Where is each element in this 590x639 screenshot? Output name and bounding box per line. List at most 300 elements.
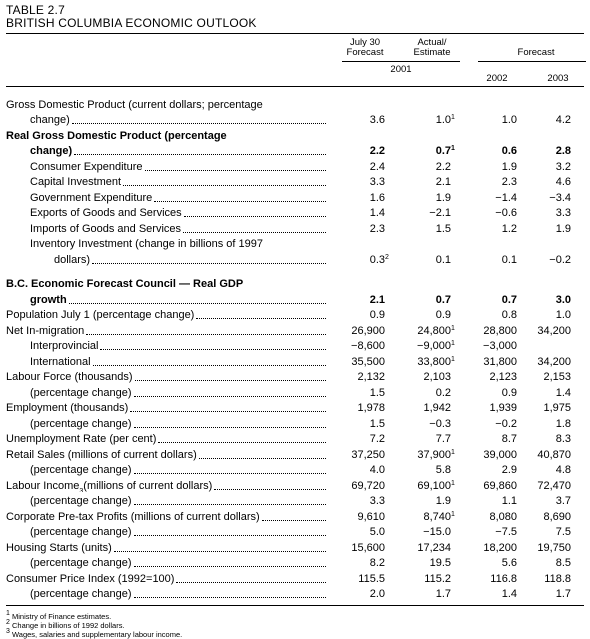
- cell-actual-estimate-2001: [390, 387, 456, 399]
- row-label: [6, 464, 332, 476]
- row-label: [6, 278, 332, 290]
- cell-forecast-2003: [522, 99, 576, 111]
- cell-actual-estimate-2001: [390, 294, 456, 306]
- cell-value: 4.8: [555, 464, 571, 476]
- row-label: [6, 495, 332, 507]
- cell-value: 1,939: [489, 402, 517, 414]
- cell-july30-forecast: [332, 294, 390, 306]
- cell-actual-estimate-2001: [390, 238, 456, 250]
- cell-value: 115.5: [358, 572, 385, 585]
- cell-value: 24,800: [417, 324, 451, 337]
- cell-value: 19.5: [429, 557, 451, 569]
- cell-forecast-2003: [522, 223, 576, 235]
- cell-value: 2.8: [555, 145, 571, 157]
- cell-value: 2.2: [435, 160, 451, 173]
- row-label-text: Imports of Goods and Services: [30, 222, 182, 235]
- cell-july30-forecast: [332, 238, 390, 250]
- cell-value: 2.0: [369, 588, 385, 600]
- cell-forecast-2003: [522, 145, 576, 157]
- table-row: [6, 126, 584, 142]
- row-label: Labour Income 3 (millions of current dollars): [6, 480, 332, 492]
- footnote-mark: 2: [6, 619, 10, 626]
- cell-value: 37,250: [351, 448, 385, 461]
- cell-forecast-2003: [522, 526, 576, 538]
- cell-value: 1.1: [501, 495, 517, 507]
- row-label: [6, 557, 332, 569]
- table-row: [6, 188, 584, 204]
- cell-actual-estimate-2001: [390, 207, 456, 219]
- cell-forecast-2003: [522, 480, 576, 492]
- row-label: [6, 449, 332, 461]
- cell-value: −0.6: [495, 207, 517, 219]
- cell-forecast-2002: [456, 542, 522, 554]
- row-label-text: Housing Starts (units): [6, 541, 112, 554]
- cell-july30-forecast: [332, 588, 390, 600]
- table-row: [6, 235, 584, 251]
- cell-value: 72,470: [537, 479, 571, 492]
- cell-value: 0.1: [501, 253, 517, 266]
- cell-value: 7.7: [435, 433, 451, 445]
- cell-july30-forecast: [332, 99, 390, 111]
- row-label-text: (percentage change): [30, 386, 132, 399]
- table-row: [6, 250, 584, 266]
- cell-value: −0.2: [495, 417, 517, 430]
- cell-actual-estimate-2001: [390, 402, 456, 414]
- dot-leader: [176, 582, 326, 583]
- cell-value: 1.9: [555, 222, 571, 235]
- cell-actual-estimate-2001: [390, 418, 456, 430]
- cell-actual-estimate-2001: [390, 130, 456, 142]
- dot-leader: [214, 489, 326, 490]
- row-label: [6, 238, 332, 250]
- dot-leader: [134, 566, 326, 567]
- row-label-text: Real Gross Domestic Product (percentage: [6, 129, 227, 142]
- cell-value: 1.8: [555, 417, 571, 430]
- dot-leader: [135, 380, 326, 381]
- header-actual-line1: Actual/: [417, 37, 447, 48]
- cell-value: 35,500: [351, 355, 385, 368]
- cell-value: 1.7: [555, 588, 571, 600]
- row-label-text: Government Expenditure: [30, 191, 153, 204]
- cell-value: 0.2: [435, 386, 451, 399]
- cell-forecast-2002: [456, 371, 522, 383]
- cell-value: 8,740: [423, 510, 451, 523]
- table-number: TABLE 2.7: [6, 3, 65, 17]
- cell-july30-forecast: [332, 371, 390, 383]
- cell-july30-forecast: [332, 325, 390, 337]
- footnote-mark: 1: [6, 610, 10, 617]
- cell-value: 2.9: [501, 464, 517, 476]
- row-label-text: International: [30, 355, 91, 368]
- cell-value: 2,132: [357, 371, 385, 383]
- cell-july30-forecast: [332, 223, 390, 235]
- cell-value: 34,200: [537, 355, 571, 368]
- dot-leader: [74, 154, 326, 155]
- dot-leader: [92, 263, 326, 264]
- cell-value: 9,610: [357, 510, 385, 523]
- table-row: [6, 507, 584, 523]
- cell-forecast-2002: [456, 294, 522, 306]
- cell-july30-forecast: [332, 542, 390, 554]
- cell-july30-forecast: [332, 207, 390, 219]
- cell-july30-forecast: [332, 433, 390, 445]
- cell-actual-estimate-2001: [390, 573, 456, 585]
- table-row: [6, 461, 584, 477]
- cell-forecast-2003: [522, 238, 576, 250]
- cell-actual-estimate-2001: $1.0^1$: [435, 114, 455, 126]
- cell-value: 4.6: [555, 176, 571, 188]
- cell-value: 1.9: [435, 191, 451, 204]
- cell-forecast-2003: [522, 207, 576, 219]
- cell-actual-estimate-2001: [390, 588, 456, 600]
- cell-forecast-2003: [522, 294, 576, 306]
- cell-value: 28,800: [483, 324, 517, 337]
- row-label: [6, 511, 332, 523]
- cell-value: 19,750: [537, 541, 571, 554]
- row-label-text: Capital Investment: [30, 176, 122, 188]
- cell-actual-estimate-2001: [390, 433, 456, 445]
- table-row: [6, 538, 584, 554]
- dot-leader: [123, 185, 326, 186]
- dot-leader: [184, 216, 326, 217]
- cell-forecast-2003: [522, 542, 576, 554]
- cell-july30-forecast: [332, 161, 390, 173]
- cell-forecast-2003: [522, 371, 576, 383]
- header-july30-line2: Forecast: [346, 47, 384, 58]
- cell-value: 0.8: [501, 309, 517, 321]
- cell-july30-forecast: [332, 526, 390, 538]
- cell-value: −7.5: [495, 526, 517, 538]
- dot-leader: [114, 551, 326, 552]
- cell-forecast-2002: [456, 254, 522, 266]
- cell-actual-estimate-2001: [390, 192, 456, 204]
- cell-value: 3.0: [555, 293, 571, 306]
- cell-actual-estimate-2001: [390, 223, 456, 235]
- cell-july30-forecast: [332, 464, 390, 476]
- row-label: [6, 418, 332, 430]
- cell-value: 2,103: [423, 371, 451, 383]
- footnote: [6, 621, 584, 630]
- cell-value: 40,870: [537, 448, 571, 461]
- table-row: [6, 142, 584, 158]
- cell-value: 1.5: [369, 386, 385, 399]
- cell-value: 2.3: [369, 222, 385, 235]
- cell-value: 8.2: [369, 557, 385, 569]
- row-label: [6, 145, 332, 157]
- cell-value: −3.4: [549, 191, 571, 204]
- table-row: [6, 445, 584, 461]
- cell-forecast-2002: [456, 557, 522, 569]
- dot-leader: [262, 520, 326, 521]
- cell-july30-forecast: [332, 176, 390, 188]
- cell-forecast-2003: [522, 130, 576, 142]
- cell-actual-estimate-2001: [390, 254, 456, 266]
- row-label: [6, 130, 332, 142]
- row-label: [6, 340, 332, 352]
- bottom-rule: [6, 605, 584, 606]
- row-label-text: Corporate Pre-tax Profits (millions of current dollars): [6, 510, 260, 523]
- row-label-text: Retail Sales (millions of current dollars): [6, 448, 197, 461]
- row-label-text: Net In-migration: [6, 324, 85, 337]
- row-label: [6, 573, 332, 585]
- row-label: [6, 207, 332, 219]
- table-row: [6, 368, 584, 384]
- table-row: [6, 306, 584, 322]
- cell-forecast-2003: [522, 557, 576, 569]
- cell-forecast-2003: [522, 340, 576, 352]
- row-label-text: change): [30, 114, 70, 126]
- cell-actual-estimate-2001: [390, 371, 456, 383]
- cell-forecast-2002: [456, 588, 522, 600]
- cell-value: 2.2: [369, 145, 385, 157]
- row-label-text: Interprovincial: [30, 340, 99, 352]
- cell-forecast-2002: [456, 207, 522, 219]
- cell-value: 3.6: [369, 114, 385, 126]
- cell-value: 3.3: [555, 207, 571, 219]
- table-row: [6, 95, 584, 111]
- cell-value: 8.7: [501, 433, 517, 445]
- cell-forecast-2002: [456, 130, 522, 142]
- table-row: [6, 275, 584, 291]
- cell-forecast-2002: [456, 495, 522, 507]
- cell-forecast-2002: [456, 573, 522, 585]
- cell-value: 33,800: [417, 355, 451, 368]
- cell-value: 8.3: [555, 433, 571, 445]
- table-row: [6, 111, 584, 127]
- row-label: [6, 161, 332, 173]
- dot-leader: [134, 427, 326, 428]
- cell-value: 1.5: [435, 222, 451, 235]
- cell-forecast-2003: [522, 588, 576, 600]
- footnote-text: Change in billions of 1992 dollars.: [9, 621, 125, 630]
- header-actual-line2: Estimate: [413, 47, 451, 58]
- cell-value: 0.6: [501, 145, 517, 157]
- row-label-text: Exports of Goods and Services: [30, 207, 182, 219]
- cell-actual-estimate-2001: 69,100$^1$: [417, 479, 455, 492]
- cell-forecast-2003: [522, 161, 576, 173]
- cell-value: 69,720: [351, 479, 385, 492]
- cell-value: 0.3: [369, 253, 385, 266]
- cell-value: 3.2: [555, 160, 571, 173]
- cell-actual-estimate-2001: [390, 309, 456, 321]
- cell-value: 18,200: [483, 541, 517, 554]
- cell-actual-estimate-2001: [390, 464, 456, 476]
- cell-value: 39,000: [483, 448, 517, 461]
- row-label-text: change): [30, 145, 73, 157]
- cell-value: 1.0: [555, 309, 571, 321]
- row-label: [6, 588, 332, 600]
- cell-forecast-2003: [522, 495, 576, 507]
- cell-actual-estimate-2001: [390, 542, 456, 554]
- cell-forecast-2002: [456, 480, 522, 492]
- row-label-text: growth: [30, 293, 67, 306]
- cell-forecast-2003: [522, 449, 576, 461]
- cell-forecast-2002: [456, 309, 522, 321]
- row-label-text: Consumer Expenditure: [30, 160, 143, 173]
- cell-value: 0.7: [501, 293, 517, 306]
- cell-july30-forecast: [332, 402, 390, 414]
- dot-leader: [100, 349, 326, 350]
- row-label-text: Labour Income: [6, 479, 80, 492]
- table-row: [6, 492, 584, 508]
- cell-value: 69,100: [417, 479, 451, 492]
- cell-value: 1.5: [369, 417, 385, 430]
- cell-july30-forecast: [332, 192, 390, 204]
- cell-actual-estimate-2001: [390, 278, 456, 290]
- row-label: [6, 402, 332, 414]
- row-label: [6, 114, 332, 126]
- cell-value: −8,600: [351, 340, 385, 352]
- cell-forecast-2002: [456, 114, 522, 126]
- cell-value: 8,690: [543, 510, 571, 523]
- cell-value: 3.3: [369, 495, 385, 507]
- cell-value: 115.2: [424, 572, 451, 585]
- dot-leader: [134, 473, 326, 474]
- cell-forecast-2003: [522, 254, 576, 266]
- row-label: [6, 99, 332, 111]
- cell-value: 0.1: [435, 253, 451, 266]
- footnote-mark: 3: [6, 628, 10, 635]
- header-2001-rule: [342, 61, 460, 62]
- header-forecast-group: Forecast: [517, 47, 555, 58]
- dot-leader: [158, 442, 326, 443]
- row-label-text: Population July 1 (percentage change): [6, 309, 195, 321]
- table-row: [6, 414, 584, 430]
- cell-july30-forecast: [332, 387, 390, 399]
- row-label: [6, 254, 332, 266]
- dot-leader: [145, 170, 326, 171]
- cell-actual-estimate-2001: $0.7^1$: [435, 145, 455, 157]
- cell-forecast-2002: [456, 464, 522, 476]
- row-label: [6, 176, 332, 188]
- cell-actual-estimate-2001: [390, 526, 456, 538]
- header-year-2001: 2001: [390, 64, 412, 75]
- column-header: [6, 34, 584, 84]
- cell-forecast-2003: [522, 418, 576, 430]
- cell-forecast-2002: [456, 449, 522, 461]
- cell-july30-forecast: [332, 557, 390, 569]
- cell-value: 1.4: [501, 588, 517, 600]
- header-year-2002: 2002: [486, 73, 508, 84]
- cell-actual-estimate-2001: 33,800$^1$: [417, 355, 455, 368]
- cell-value: 2.4: [369, 160, 385, 173]
- cell-july30-forecast: [332, 511, 390, 523]
- cell-value: 31,800: [483, 355, 517, 368]
- cell-actual-estimate-2001: 24,800$^1$: [417, 324, 455, 337]
- cell-value: 0.9: [435, 309, 451, 321]
- row-label: [6, 356, 332, 368]
- cell-july30-forecast: [332, 309, 390, 321]
- cell-value: 2,123: [489, 371, 517, 383]
- footnote-text: Wages, salaries and supplementary labour income.: [9, 630, 183, 639]
- cell-value: 1.6: [369, 191, 385, 204]
- dot-leader: [93, 365, 326, 366]
- row-label-text: (percentage change): [30, 495, 132, 507]
- header-year-2003: 2003: [547, 73, 569, 84]
- cell-value: 5.8: [435, 464, 451, 476]
- cell-july30-forecast: [332, 449, 390, 461]
- cell-value: 34,200: [537, 324, 571, 337]
- row-label: [6, 309, 332, 321]
- cell-value: 1,942: [423, 402, 451, 414]
- cell-value: 1,975: [543, 402, 571, 414]
- cell-value: 37,900: [417, 448, 451, 461]
- dot-leader: [134, 597, 326, 598]
- cell-forecast-2002: [456, 402, 522, 414]
- cell-july30-forecast: $0.3^2$: [369, 253, 389, 266]
- cell-value: 8.5: [555, 557, 571, 569]
- cell-july30-forecast: [332, 130, 390, 142]
- cell-value: −9,000: [417, 340, 451, 352]
- row-label-text: (percentage change): [30, 417, 132, 430]
- cell-july30-forecast: [332, 145, 390, 157]
- footnote: [6, 630, 584, 639]
- cell-value: 1.7: [435, 588, 451, 600]
- row-label: [6, 192, 332, 204]
- table-row: [6, 352, 584, 368]
- cell-value: 118.8: [544, 572, 571, 585]
- table-row: [6, 585, 584, 601]
- cell-july30-forecast: [332, 573, 390, 585]
- cell-value: 0.9: [501, 386, 517, 399]
- cell-forecast-2002: [456, 161, 522, 173]
- cell-july30-forecast: [332, 114, 390, 126]
- cell-value: 0.7: [435, 145, 451, 157]
- cell-forecast-2003: [522, 511, 576, 523]
- cell-value: 2,153: [543, 371, 571, 383]
- table-row: [6, 337, 584, 353]
- cell-forecast-2002: [456, 511, 522, 523]
- cell-value: 3.7: [555, 495, 571, 507]
- cell-forecast-2002: [456, 387, 522, 399]
- cell-actual-estimate-2001: [390, 176, 456, 188]
- table-row: [6, 476, 584, 492]
- row-label: [6, 433, 332, 445]
- row-label-text: Unemployment Rate (per cent): [6, 433, 157, 445]
- footnotes: [6, 612, 584, 639]
- header-forecast-rule: [478, 61, 586, 62]
- cell-forecast-2002: [456, 526, 522, 538]
- row-label-text: (percentage change): [30, 557, 132, 569]
- cell-value: 4.2: [555, 114, 571, 126]
- row-label-text: Inventory Investment (change in billions of 1997: [30, 238, 263, 250]
- footnote: [6, 612, 584, 621]
- cell-forecast-2003: [522, 325, 576, 337]
- table-row: [6, 219, 584, 235]
- cell-july30-forecast: [332, 340, 390, 352]
- cell-value: 0.7: [435, 293, 451, 306]
- cell-value: 4.0: [369, 464, 385, 476]
- table-row: [6, 399, 584, 415]
- cell-value: 1,978: [357, 402, 385, 414]
- header-july30-line1: July 30: [349, 37, 381, 48]
- cell-forecast-2003: [522, 176, 576, 188]
- table-row: [6, 157, 584, 173]
- row-label-text: B.C. Economic Forecast Council — Real GDP: [6, 278, 244, 290]
- cell-forecast-2002: [456, 238, 522, 250]
- cell-actual-estimate-2001: [390, 99, 456, 111]
- row-label-text: Labour Force (thousands): [6, 371, 133, 383]
- dot-leader: [196, 318, 326, 319]
- cell-forecast-2002: [456, 340, 522, 352]
- table-row: [6, 569, 584, 585]
- dot-leader: [69, 303, 326, 304]
- dot-leader: [134, 535, 326, 536]
- cell-value: 5.0: [369, 526, 385, 538]
- cell-value: 7.5: [555, 526, 571, 538]
- row-label-text: (percentage change): [30, 464, 132, 476]
- table-title: BRITISH COLUMBIA ECONOMIC OUTLOOK: [6, 16, 257, 30]
